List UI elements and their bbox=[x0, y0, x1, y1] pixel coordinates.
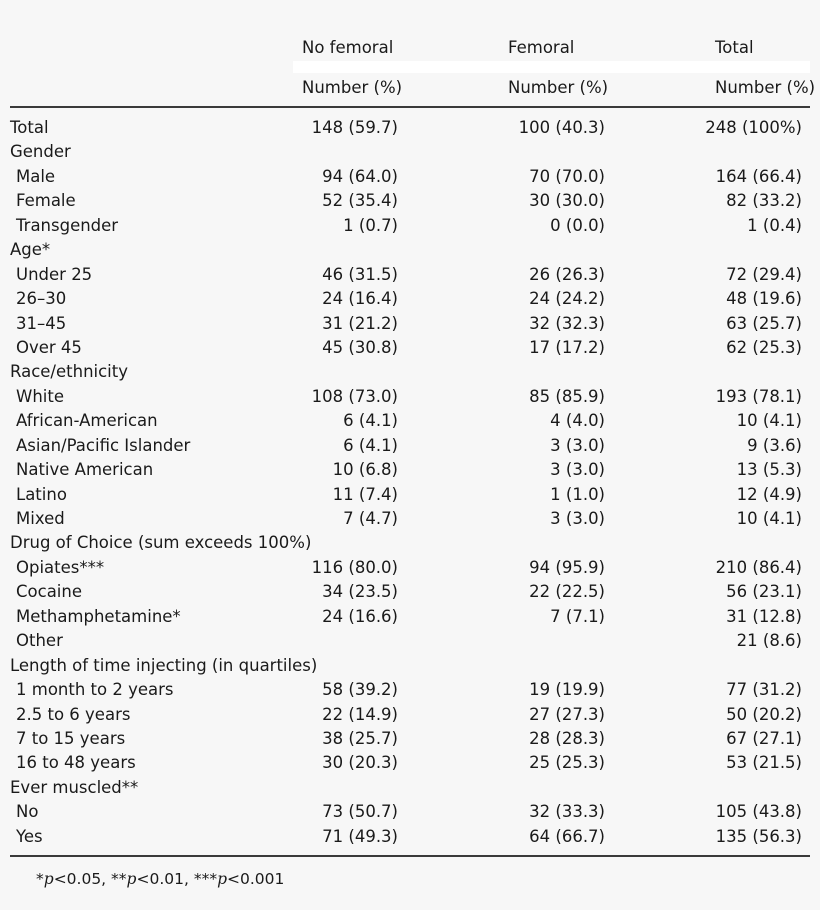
table-row bbox=[10, 751, 810, 775]
row-label: No bbox=[16, 802, 39, 822]
cell-no-femoral: 1 (0.7) bbox=[343, 215, 398, 235]
cell-no-femoral: 38 (25.7) bbox=[322, 728, 398, 748]
table-row bbox=[10, 409, 810, 433]
row-label: Asian/Pacific Islander bbox=[16, 435, 191, 455]
cell-femoral: 70 (70.0) bbox=[529, 166, 605, 186]
row-label: Over 45 bbox=[16, 337, 82, 357]
cell-femoral: 22 (22.5) bbox=[529, 582, 605, 602]
row-label: Cocaine bbox=[16, 582, 82, 602]
table-row bbox=[10, 629, 810, 653]
cell-total: 248 (100%) bbox=[705, 118, 802, 137]
row-label: Yes bbox=[16, 826, 43, 846]
table-row bbox=[10, 605, 810, 629]
table-row bbox=[10, 776, 810, 800]
subheader-total: Number (%) bbox=[715, 78, 816, 97]
cell-no-femoral: 58 (39.2) bbox=[322, 680, 398, 700]
row-label: African-American bbox=[16, 411, 158, 431]
row-label: Transgender bbox=[16, 215, 119, 235]
table-row bbox=[10, 825, 810, 849]
header-femoral: Femoral bbox=[508, 38, 575, 57]
cell-femoral: 3 (3.0) bbox=[550, 509, 605, 528]
cell-total: 56 (23.1) bbox=[726, 582, 802, 602]
cell-femoral: 28 (28.3) bbox=[529, 728, 605, 748]
table-row bbox=[10, 703, 810, 727]
footnote-threshold-2: <0.01, bbox=[136, 870, 194, 888]
row-label: Ever muscled** bbox=[10, 777, 139, 797]
cell-total: 67 (27.1) bbox=[726, 728, 802, 748]
cell-no-femoral: 31 (21.2) bbox=[322, 313, 398, 333]
cell-no-femoral: 108 (73.0) bbox=[311, 386, 398, 406]
table-row bbox=[10, 116, 810, 140]
table-row bbox=[10, 556, 810, 580]
cell-femoral: 1 (1.0) bbox=[550, 484, 605, 504]
table-row bbox=[10, 727, 810, 751]
table-header bbox=[10, 0, 816, 106]
cell-total: 63 (25.7) bbox=[726, 313, 802, 333]
table-row bbox=[10, 263, 810, 287]
footnote-stars-2: ** bbox=[111, 870, 127, 888]
header-no-femoral: No femoral bbox=[302, 38, 394, 57]
cell-no-femoral: 34 (23.5) bbox=[322, 582, 398, 602]
cell-no-femoral: 71 (49.3) bbox=[322, 826, 398, 846]
row-label: Length of time injecting (in quartiles) bbox=[10, 655, 318, 675]
subheader-no-femoral: Number (%) bbox=[302, 78, 403, 97]
cell-total: 9 (3.6) bbox=[747, 435, 802, 455]
row-label: Gender bbox=[10, 142, 71, 162]
cell-total: 1 (0.4) bbox=[747, 215, 802, 235]
cell-femoral: 100 (40.3) bbox=[518, 118, 605, 137]
cell-femoral: 3 (3.0) bbox=[550, 460, 605, 480]
cell-total: 105 (43.8) bbox=[715, 802, 802, 822]
cell-femoral: 25 (25.3) bbox=[529, 753, 605, 773]
row-label: White bbox=[16, 386, 64, 406]
table-row bbox=[10, 385, 810, 409]
cell-femoral: 32 (32.3) bbox=[529, 313, 605, 333]
table-row bbox=[10, 434, 810, 458]
cell-no-femoral: 94 (64.0) bbox=[322, 166, 398, 186]
cell-total: 77 (31.2) bbox=[726, 680, 802, 700]
cell-total: 10 (4.1) bbox=[736, 509, 802, 528]
cell-no-femoral: 46 (31.5) bbox=[322, 264, 398, 284]
cell-femoral: 0 (0.0) bbox=[550, 215, 605, 235]
cell-no-femoral: 116 (80.0) bbox=[311, 557, 398, 577]
cell-femoral: 19 (19.9) bbox=[529, 680, 605, 700]
row-label: Other bbox=[16, 631, 63, 651]
table-row bbox=[10, 189, 810, 213]
cell-no-femoral: 6 (4.1) bbox=[343, 435, 398, 455]
table-row bbox=[10, 580, 810, 604]
cell-total: 72 (29.4) bbox=[726, 264, 802, 284]
table-row bbox=[10, 800, 810, 824]
table-body bbox=[10, 116, 810, 849]
table-row bbox=[10, 238, 810, 262]
cell-femoral: 17 (17.2) bbox=[529, 337, 605, 357]
table-row bbox=[10, 507, 810, 531]
row-label: Latino bbox=[16, 484, 67, 504]
cell-total: 210 (86.4) bbox=[715, 557, 802, 577]
table-row bbox=[10, 531, 810, 555]
cell-no-femoral: 6 (4.1) bbox=[343, 411, 398, 431]
row-label: Under 25 bbox=[16, 264, 93, 284]
cell-femoral: 24 (24.2) bbox=[529, 289, 605, 309]
cell-no-femoral: 24 (16.4) bbox=[322, 289, 398, 309]
row-label: Opiates*** bbox=[16, 557, 105, 577]
cell-femoral: 64 (66.7) bbox=[529, 826, 605, 846]
bottom-rule bbox=[10, 855, 810, 857]
cell-no-femoral: 24 (16.6) bbox=[322, 606, 398, 626]
table-row bbox=[10, 140, 810, 164]
table-row bbox=[10, 678, 810, 702]
footnote-p-1: p bbox=[43, 870, 54, 888]
header-total: Total bbox=[715, 38, 754, 57]
row-label: Drug of Choice (sum exceeds 100%) bbox=[10, 533, 312, 553]
cell-femoral: 3 (3.0) bbox=[550, 435, 605, 455]
cell-total: 21 (8.6) bbox=[736, 631, 802, 651]
table-row bbox=[10, 214, 810, 238]
cell-femoral: 32 (33.3) bbox=[529, 802, 605, 822]
table-row bbox=[10, 287, 810, 311]
cell-no-femoral: 7 (4.7) bbox=[343, 509, 398, 528]
footnote bbox=[36, 868, 284, 890]
row-label: 2.5 to 6 years bbox=[16, 704, 131, 724]
cell-femoral: 30 (30.0) bbox=[529, 191, 605, 211]
footnote-threshold-3: <0.001 bbox=[227, 870, 285, 888]
cell-total: 82 (33.2) bbox=[726, 191, 802, 211]
cell-total: 193 (78.1) bbox=[715, 386, 802, 406]
row-label: Total bbox=[10, 118, 49, 137]
row-label: 7 to 15 years bbox=[16, 728, 126, 748]
row-label: Mixed bbox=[16, 509, 65, 528]
cell-no-femoral: 45 (30.8) bbox=[322, 337, 398, 357]
cell-no-femoral: 73 (50.7) bbox=[322, 802, 398, 822]
cell-total: 62 (25.3) bbox=[726, 337, 802, 357]
cell-total: 31 (12.8) bbox=[726, 606, 802, 626]
cell-total: 50 (20.2) bbox=[726, 704, 802, 724]
footnote-p-3: p bbox=[217, 870, 228, 888]
table-row bbox=[10, 165, 810, 189]
cell-total: 10 (4.1) bbox=[736, 411, 802, 431]
row-label: 16 to 48 years bbox=[16, 753, 136, 773]
cell-femoral: 7 (7.1) bbox=[550, 606, 605, 626]
cell-no-femoral: 22 (14.9) bbox=[322, 704, 398, 724]
cell-femoral: 85 (85.9) bbox=[529, 386, 605, 406]
footnote-stars-1: * bbox=[36, 870, 44, 888]
cell-total: 135 (56.3) bbox=[715, 826, 802, 846]
row-label: Age* bbox=[10, 240, 51, 260]
row-label: 31–45 bbox=[16, 313, 67, 333]
header-separator bbox=[293, 61, 810, 73]
table-row bbox=[10, 458, 810, 482]
row-label: Methamphetamine* bbox=[16, 606, 181, 626]
cell-femoral: 94 (95.9) bbox=[529, 557, 605, 577]
subheader-femoral: Number (%) bbox=[508, 78, 609, 97]
top-rule bbox=[10, 106, 810, 108]
cell-femoral: 27 (27.3) bbox=[529, 704, 605, 724]
table-row bbox=[10, 483, 810, 507]
cell-total: 164 (66.4) bbox=[715, 166, 802, 186]
cell-femoral: 26 (26.3) bbox=[529, 264, 605, 284]
cell-no-femoral: 30 (20.3) bbox=[322, 753, 398, 773]
footnote-threshold-1: <0.05, bbox=[53, 870, 112, 888]
row-label: 26–30 bbox=[16, 289, 67, 309]
cell-no-femoral: 148 (59.7) bbox=[311, 118, 398, 137]
table-row bbox=[10, 360, 810, 384]
cell-total: 48 (19.6) bbox=[726, 289, 802, 309]
row-label: Race/ethnicity bbox=[10, 362, 129, 382]
cell-total: 12 (4.9) bbox=[736, 484, 802, 504]
row-label: Female bbox=[16, 191, 76, 211]
cell-total: 13 (5.3) bbox=[736, 460, 802, 480]
cell-no-femoral: 11 (7.4) bbox=[332, 484, 398, 504]
table-row bbox=[10, 336, 810, 360]
cell-no-femoral: 52 (35.4) bbox=[322, 191, 398, 211]
cell-total: 53 (21.5) bbox=[726, 753, 802, 773]
cell-no-femoral: 10 (6.8) bbox=[332, 460, 398, 480]
row-label: Native American bbox=[16, 460, 154, 480]
row-label: Male bbox=[16, 166, 56, 186]
row-label: 1 month to 2 years bbox=[16, 680, 174, 700]
table-row bbox=[10, 312, 810, 336]
cell-femoral: 4 (4.0) bbox=[550, 411, 605, 431]
footnote-p-2: p bbox=[126, 870, 137, 888]
footnote-stars-3: *** bbox=[193, 870, 218, 888]
table-row bbox=[10, 654, 810, 678]
